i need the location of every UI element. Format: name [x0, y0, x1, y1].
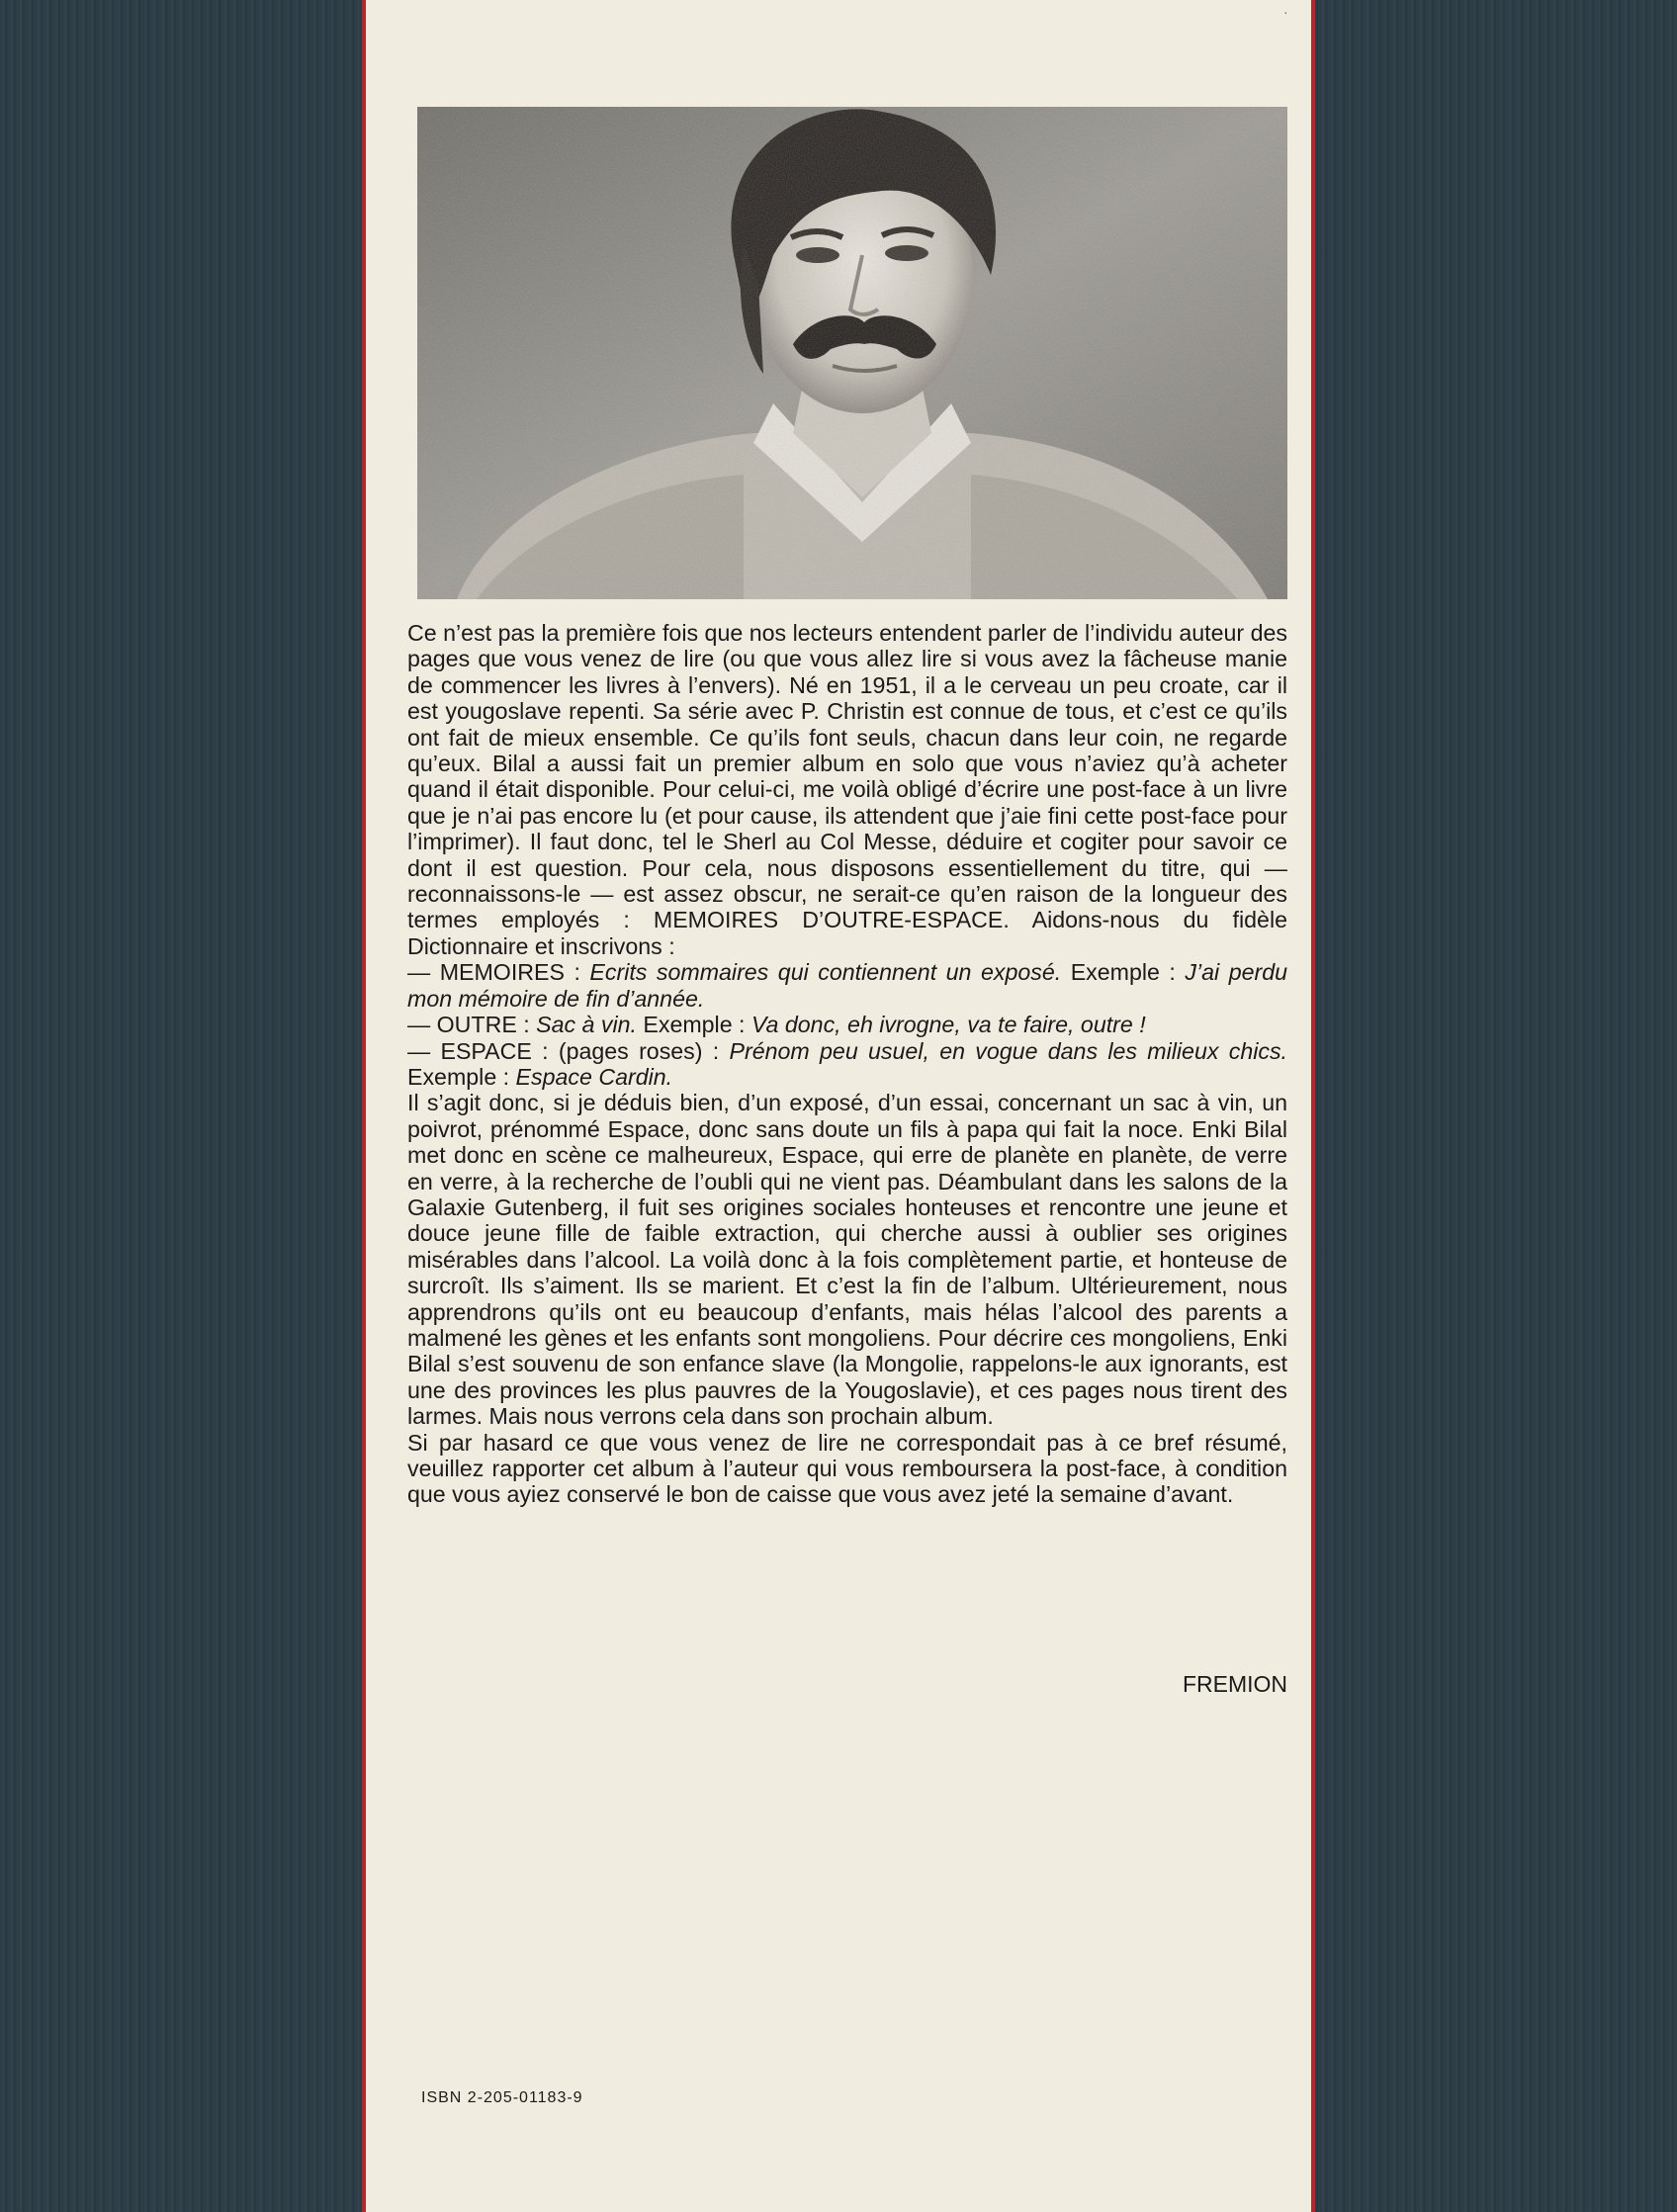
postface-run: Ce n’est pas la première fois que nos lecteurs entendent parler de l’individu auteur des pages que vous venez de lire (ou que vous allez lire si vous avez la fâcheuse manie de commencer les livres à l’envers). Né en 1951, il a le cerveau un peu croate, car il est yougoslave repenti. Sa série avec P. Christin est connue de tous, et c’est ce qu’ils ont fait de mieux ensemble. Ce qu’ils font seuls, chacun dans leur coin, ne regarde qu’eux. Bilal a aussi fait un premier album en solo que vous n’aviez qu’à acheter quand il était disponible. Pour celui-ci, me voilà obligé d’écrire une post-face à un livre que je n’ai pas encore lu (et pour cause, ils attendent que j’aie fini cette post-face pour l’imprimer). Il faut donc, tel le Sherl au Col Messe, déduire et cogiter pour savoir ce dont il est question. Pour cela, nous disposons essentiellement du titre, qui — reconnaissons-le — est assez obscur, ne serait-ce qu’en raison de la longueur des termes employés : MEMOIRES D’OUTRE-ESPACE. Aidons-nous du fidèle Dictionnaire et inscrivons :	[407, 620, 1287, 959]
postface-italic-run: Prénom peu usuel, en vogue dans les milieux chics.	[729, 1037, 1288, 1064]
postface-italic-run: Ecrits sommaires qui contiennent un exposé.	[589, 959, 1062, 986]
scan-mark: ·	[1283, 4, 1288, 20]
postface-italic-run: Sac à vin.	[536, 1012, 637, 1038]
postface-paragraph	[407, 1012, 1287, 1037]
postface-italic-run: Va donc, eh ivrogne, va te faire, outre !	[750, 1012, 1146, 1038]
postface-run: — OUTRE :	[407, 1012, 537, 1038]
postface-paragraph	[407, 1430, 1287, 1508]
red-edge-right	[1311, 0, 1315, 2212]
postface-run: Il s’agit donc, si je déduis bien, d’un exposé, d’un essai, concernant un sac à vin, un poivrot, prénommé Espace, donc sans doute un fils à papa qui fait la noce. Enki Bilal met donc en scène ce malheureux, Espace, qui erre de planète en planète, de verre en verre, à la recherche de l’oubli qui ne vient pas. Déambulant dans les salons de la Galaxie Gutenberg, il fuit ses origines sociales honteuses et rencontre une jeune et douce jeune fille de faible extraction, qui cherche aussi à oublier ses origines misérables dans l’alcool. La voilà donc à la fois complètement partie, et honteuse de surcroît. Ils s’aiment. Ils se marient. Et c’est la fin de l’album. Ultérieurement, nous apprendrons qu’ils ont eu beaucoup d’enfants, mais hélas l’alcool des parents a malmené les gènes et les enfants sont mongoliens. Pour décrire ces mongoliens, Enki Bilal s’est souvenu de son enfance slave (la Mongolie, rappelons-le aux ignorants, est une des provinces les plus pauvres de la Yougoslavie), et ces pages nous tirent des larmes. Mais nous verrons cela dans son prochain album.	[407, 1090, 1287, 1430]
author-signature: FREMION	[1182, 1671, 1287, 1697]
back-cover-right-panel	[1311, 0, 1677, 2212]
postface-text	[407, 620, 1287, 1508]
back-cover-left-panel	[0, 0, 366, 2212]
postface-run: Exemple :	[407, 1063, 516, 1090]
postface-paragraph	[407, 1038, 1287, 1091]
portrait-image	[417, 107, 1287, 599]
postface-italic-run: Espace Cardin.	[515, 1063, 673, 1090]
postface-italic-run: J’ai perdu mon mémoire de fin d’année.	[407, 959, 1287, 1012]
center-text-strip	[366, 0, 1311, 2212]
postface-paragraph	[407, 620, 1287, 959]
postface-paragraph	[407, 959, 1287, 1012]
isbn-number: ISBN 2-205-01183-9	[421, 2089, 583, 2106]
postface-paragraph	[407, 1090, 1287, 1429]
postface-run: Exemple :	[1061, 959, 1186, 986]
author-portrait-photo	[417, 107, 1287, 599]
postface-run: — ESPACE : (pages roses) :	[407, 1037, 730, 1064]
postface-run: Exemple :	[636, 1012, 751, 1038]
postface-run: — MEMOIRES :	[407, 959, 590, 986]
postface-run: Si par hasard ce que vous venez de lire ne correspondait pas à ce bref résumé, veuillez rapporter cet album à l’auteur qui vous remboursera la post-face, à condition que vous ayiez conservé le bon de caisse que vous avez jeté la semaine d’avant.	[407, 1429, 1287, 1508]
